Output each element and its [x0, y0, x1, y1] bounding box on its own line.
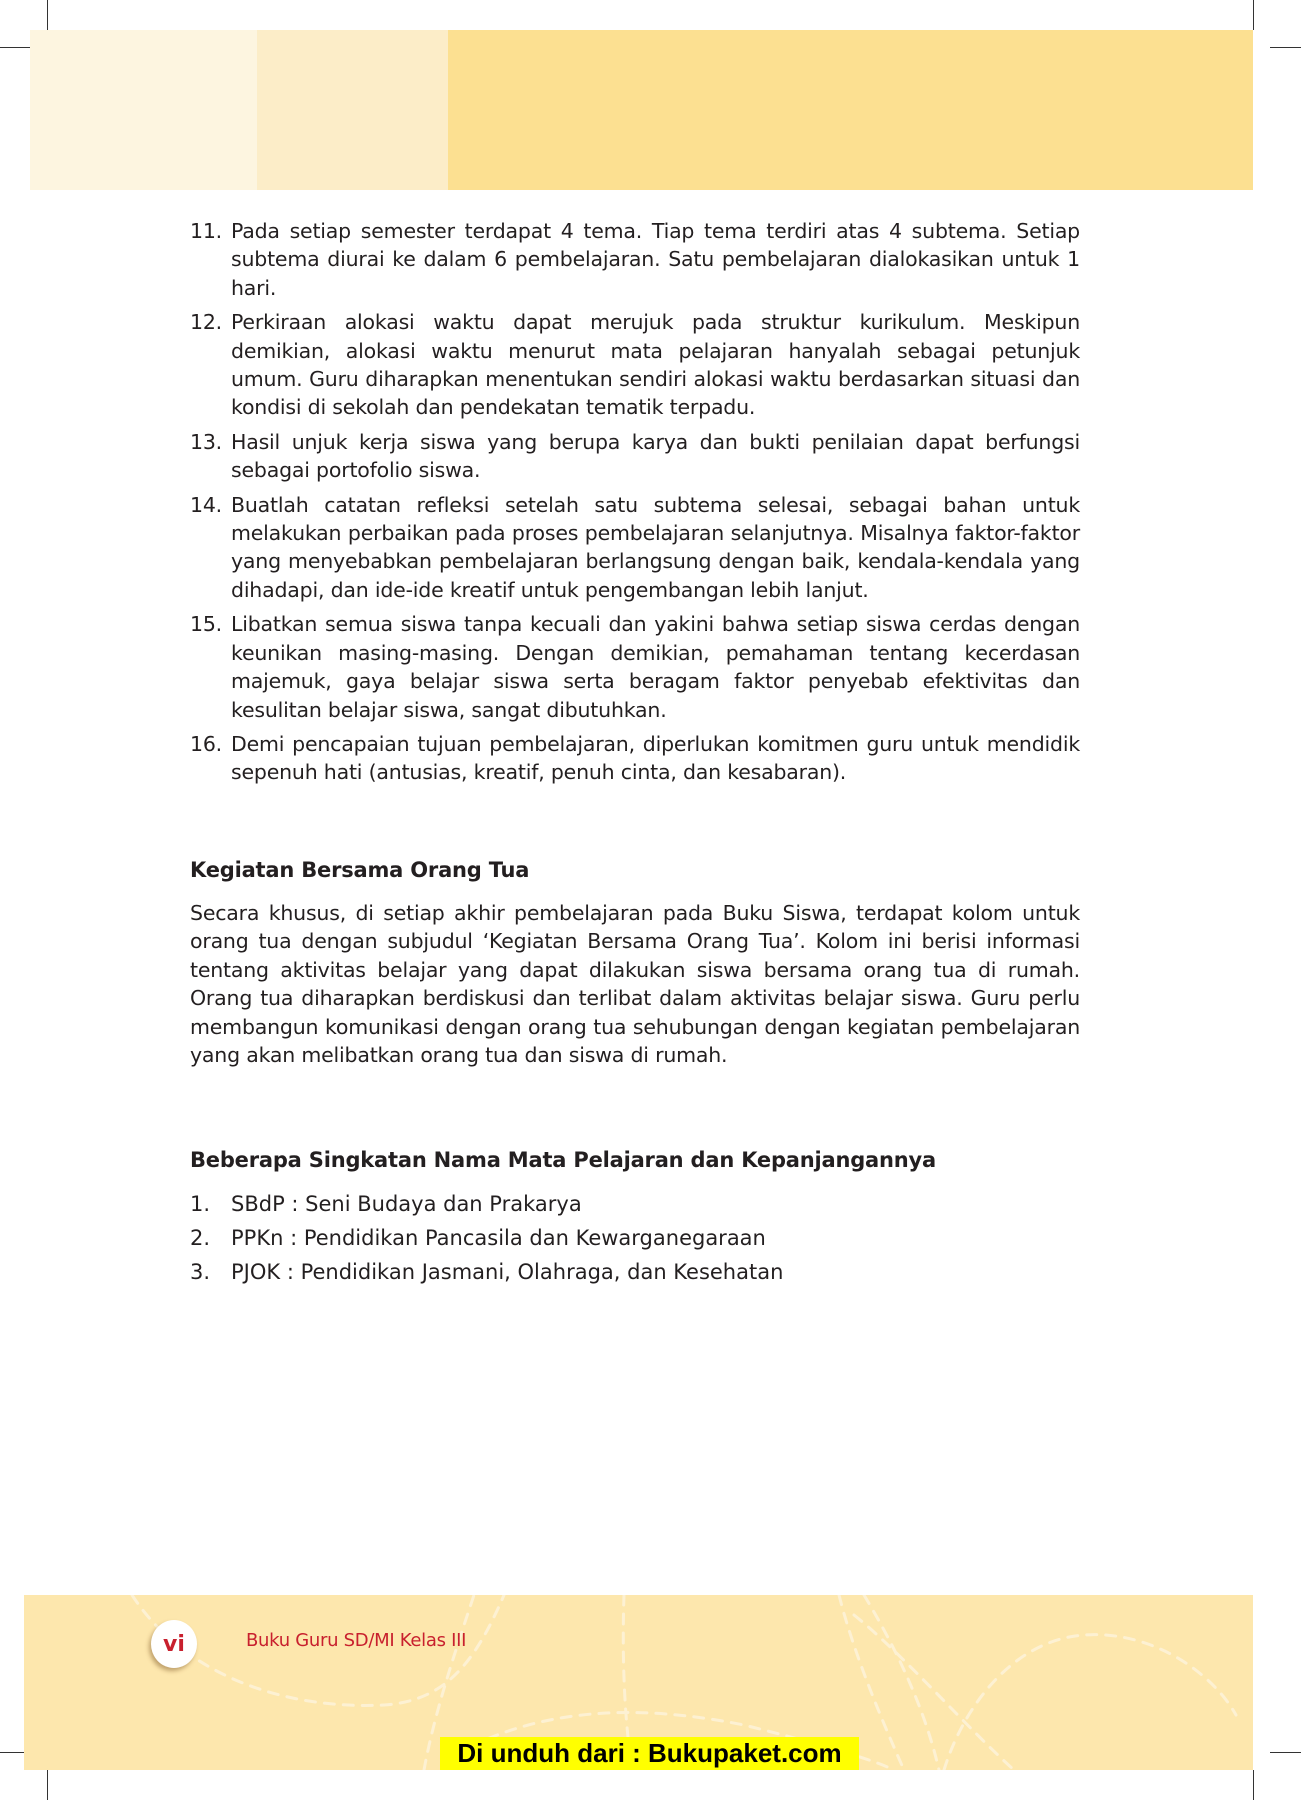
- crop-mark-top-right-horizontal: [1270, 47, 1301, 48]
- list-item-number: 16.: [190, 731, 223, 756]
- download-source-watermark: Di unduh dari : Bukupaket.com: [440, 1737, 859, 1770]
- crop-mark-top-left-horizontal: [0, 47, 30, 48]
- header-banner: [30, 30, 1253, 190]
- section-heading-abbreviations: Beberapa Singkatan Nama Mata Pelajaran dan Kepanjangannya: [190, 1148, 936, 1172]
- list-item: [190, 491, 1080, 605]
- list-item-number: 13.: [190, 429, 223, 454]
- list-item: [190, 730, 1080, 787]
- list-item-text: Buatlah catatan refleksi setelah satu subtema selesai, sebagai bahan untuk melakukan perbaikan pada proses pembelajaran selanjutnya. Misalnya faktor-faktor yang menyebabkan pembelajaran berlangsung dengan baik, kendala-kendala yang dihadapi, dan ide-ide kreatif untuk pengembangan lebih lanjut.: [231, 492, 1080, 602]
- crop-mark-top-left-vertical: [47, 0, 48, 30]
- abbreviation-number: 1.: [190, 1192, 211, 1216]
- list-item-text: Perkiraan alokasi waktu dapat merujuk pada struktur kurikulum. Meskipun demikian, alokasi waktu menurut mata pelajaran hanyalah sebagai petunjuk umum. Guru diharapkan menentukan sendiri alokasi waktu berdasarkan situasi dan kondisi di sekolah dan pendekatan tematik terpadu.: [231, 310, 1080, 420]
- list-item-text: Libatkan semua siswa tanpa kecuali dan yakini bahwa setiap siswa cerdas dengan keunikan masing-masing. Dengan demikian, pemahaman tentang kecerdasan majemuk, gaya belajar siswa serta beragam faktor penyebab efektivitas dan kesulitan belajar siswa, sangat dibutuhkan.: [231, 612, 1080, 722]
- list-item: [190, 610, 1080, 724]
- abbreviation-text: PJOK : Pendidikan Jasmani, Olahraga, dan Kesehatan: [231, 1260, 784, 1284]
- parent-activities-paragraph: Secara khusus, di setiap akhir pembelajaran pada Buku Siswa, terdapat kolom untuk orang tua dengan subjudul ‘Kegiatan Bersama Orang Tua’. Kolom ini berisi informasi tentang aktivitas belajar yang dapat dilakukan siswa bersama orang tua di rumah. Orang tua diharapkan berdiskusi dan terlibat dalam aktivitas belajar siswa. Guru perlu membangun komunikasi dengan orang tua sehubungan dengan kegiatan pembelajaran yang akan melibatkan orang tua dan siswa di rumah.: [190, 901, 1080, 1068]
- list-item-text: Hasil unjuk kerja siswa yang berupa karya dan bukti penilaian dapat berfungsi sebagai portofolio siswa.: [231, 429, 1080, 483]
- crop-mark-bottom-right-vertical: [1253, 1770, 1254, 1800]
- list-item: [190, 428, 1080, 485]
- abbreviation-item: [190, 1221, 783, 1255]
- list-item-number: 12.: [190, 310, 223, 335]
- abbreviation-text: SBdP : Seni Budaya dan Prakarya: [231, 1192, 582, 1216]
- list-item-number: 14.: [190, 492, 223, 517]
- list-item-number: 11.: [190, 219, 223, 243]
- abbreviation-item: [190, 1187, 783, 1221]
- footer-arc: [854, 1615, 1014, 1770]
- abbreviation-number: 3.: [190, 1260, 211, 1284]
- list-item-number: 15.: [190, 612, 223, 637]
- list-item-text: Demi pencapaian tujuan pembelajaran, diperlukan komitmen guru untuk mendidik sepenuh hati (antusias, kreatif, penuh cinta, dan kesabaran).: [231, 731, 1080, 785]
- abbreviations-list: [190, 1187, 783, 1289]
- crop-mark-bottom-left-horizontal: [0, 1752, 24, 1753]
- header-banner-light-segment: [30, 30, 257, 190]
- list-item: [190, 308, 1080, 422]
- footer-book-title: Buku Guru SD/MI Kelas III: [246, 1630, 467, 1651]
- crop-mark-top-right-vertical: [1253, 0, 1254, 30]
- header-banner-mid-segment: [257, 30, 448, 190]
- list-item-text: Pada setiap semester terdapat 4 tema. Tiap tema terdiri atas 4 subtema. Setiap subtema diurai ke dalam 6 pembelajaran. Satu pembelajaran dialokasikan untuk 1 hari.: [231, 219, 1080, 300]
- footer-arc: [944, 1635, 1236, 1770]
- abbreviation-number: 2.: [190, 1226, 211, 1250]
- guidance-list: [190, 217, 1080, 787]
- crop-mark-bottom-right-horizontal: [1270, 1752, 1301, 1753]
- crop-mark-bottom-left-vertical: [47, 1770, 48, 1800]
- header-banner-accent-segment: [448, 30, 1253, 190]
- section-heading-parent-activities: Kegiatan Bersama Orang Tua: [190, 858, 530, 882]
- abbreviation-item: [190, 1255, 783, 1289]
- page-number-badge: vi: [151, 1620, 197, 1668]
- list-item: [190, 217, 1080, 302]
- guidance-list-container: [190, 217, 1080, 793]
- abbreviation-text: PPKn : Pendidikan Pancasila dan Kewarganegaraan: [231, 1226, 766, 1250]
